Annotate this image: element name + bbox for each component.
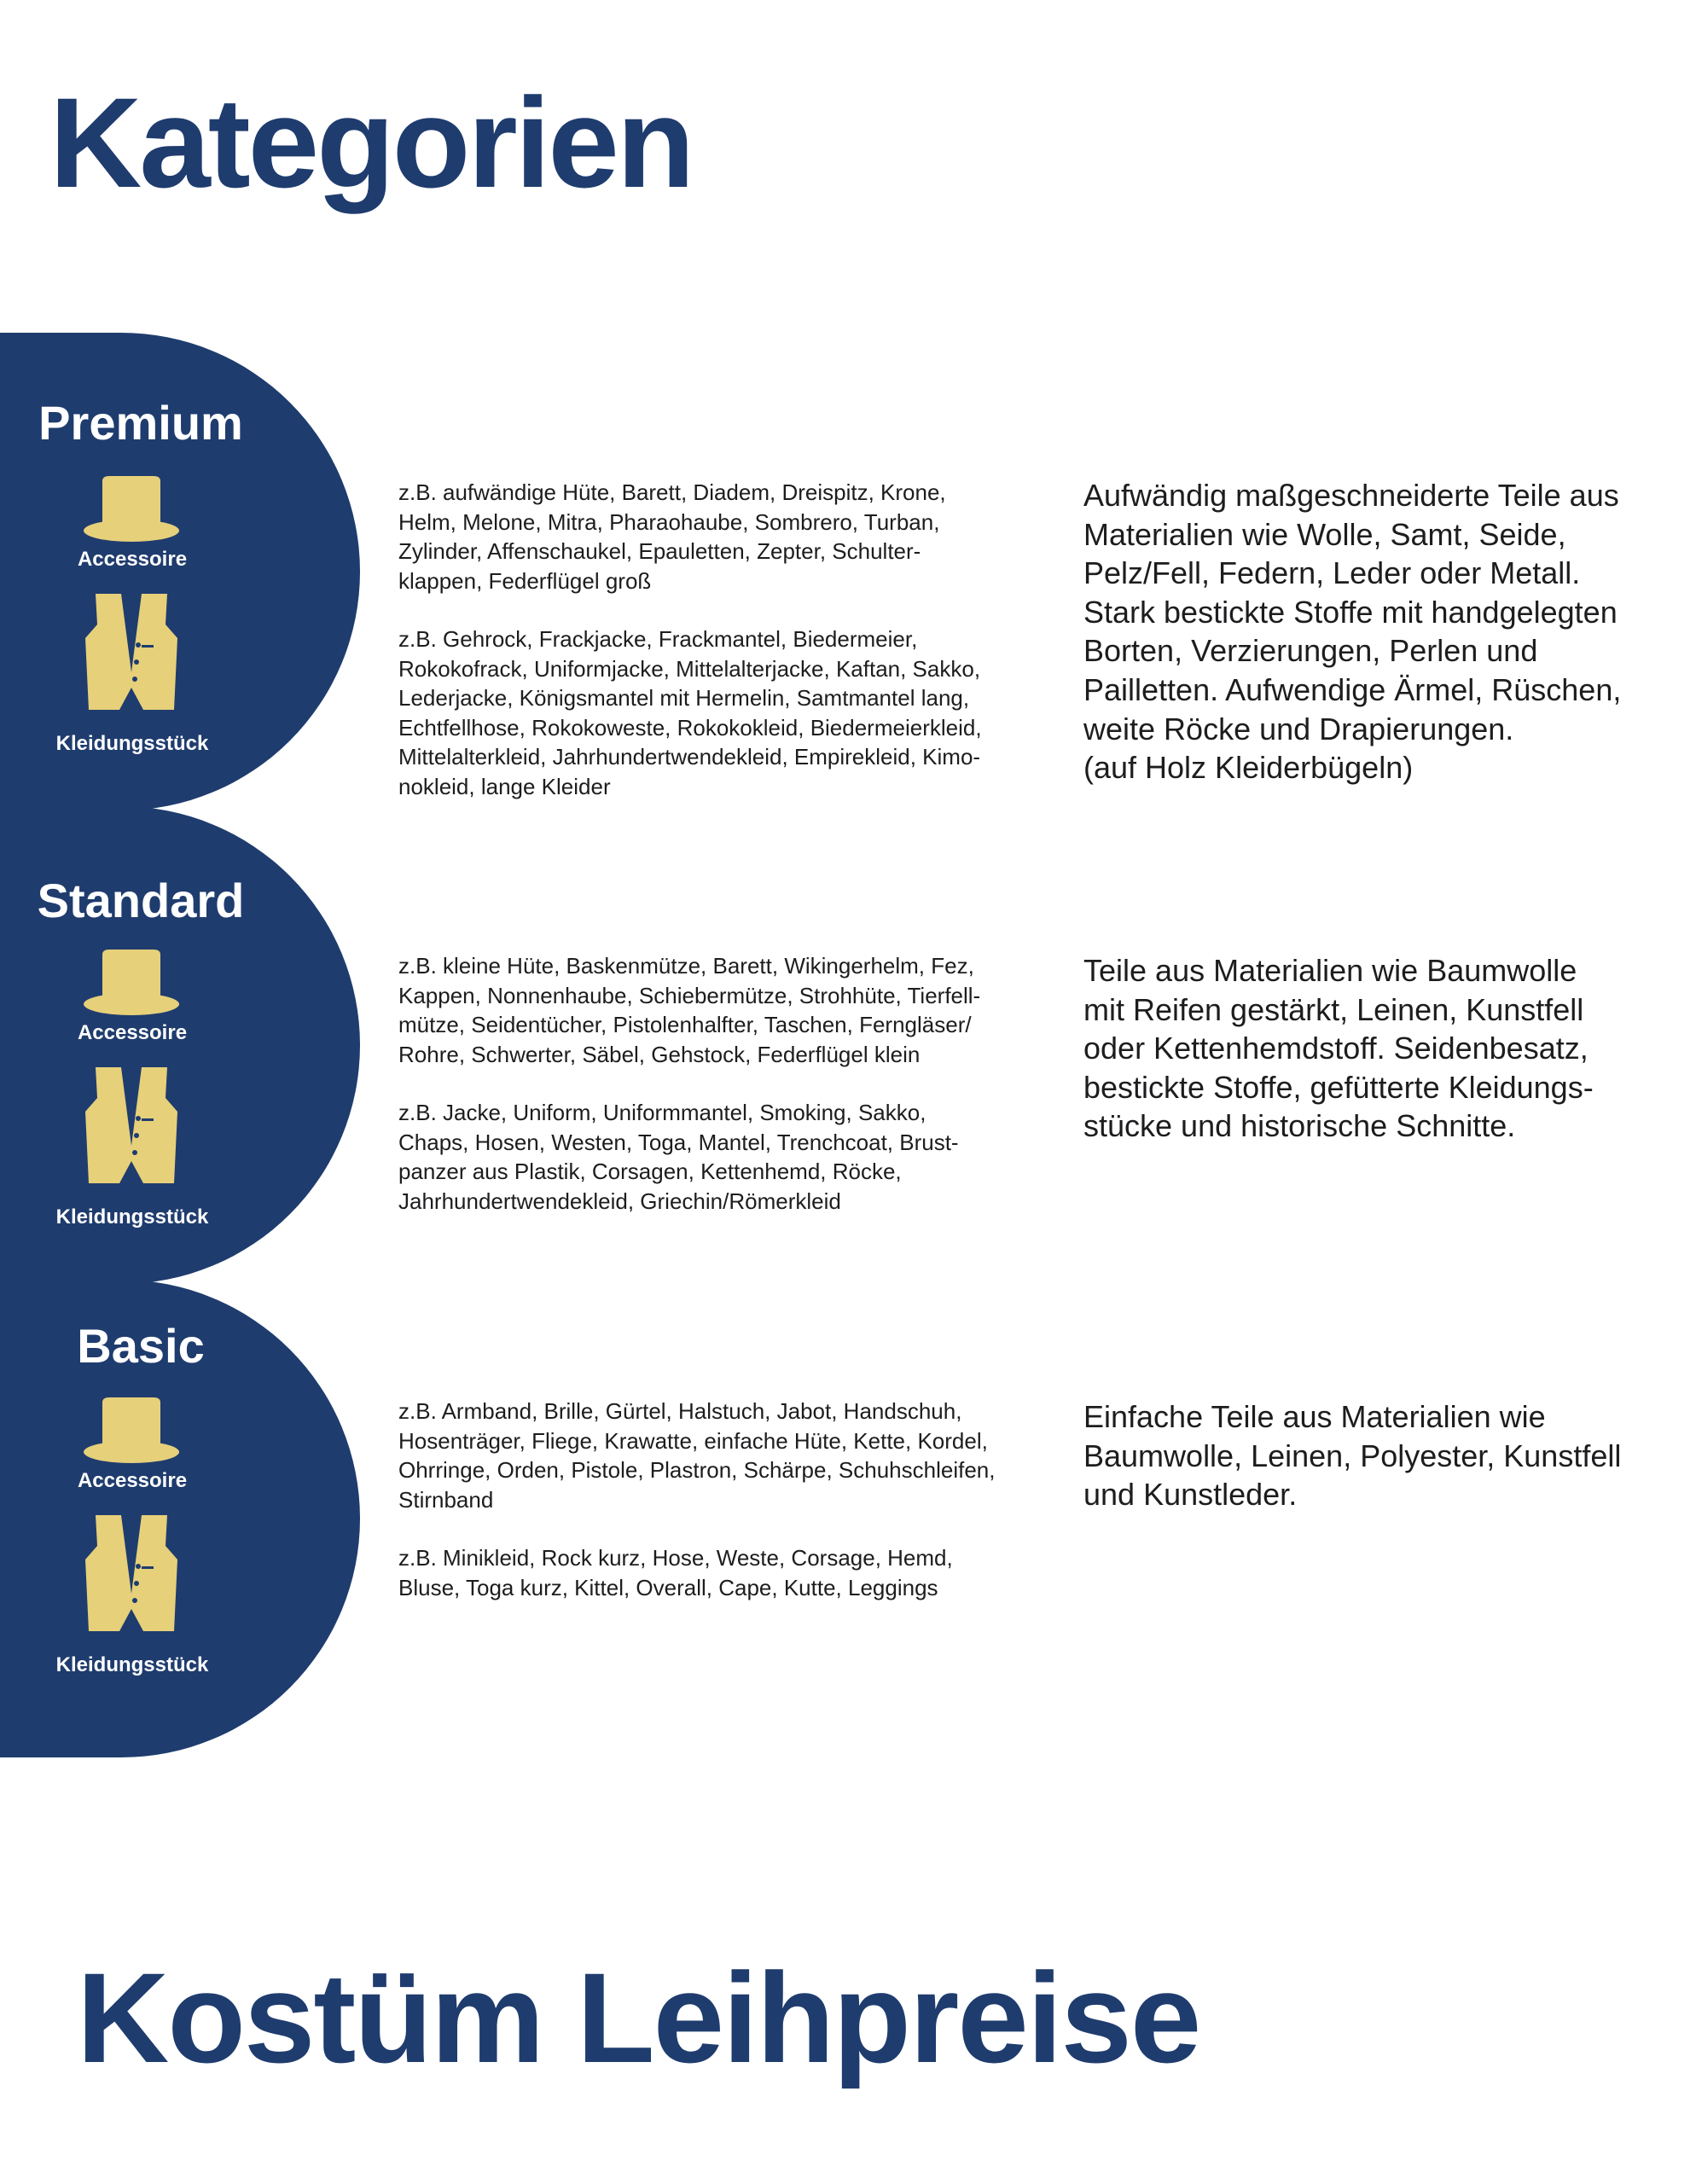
- accessoire-label: Accessoire: [77, 1021, 188, 1044]
- vest-icon: [85, 594, 177, 710]
- category-panel: [0, 1280, 360, 1757]
- top-hat-icon: [84, 950, 179, 1021]
- page-title: Kategorien: [49, 71, 693, 214]
- accessory-examples: z.B. aufwändige Hüte, Barett, Diadem, Dreispitz, Krone, Helm, Melone, Mitra, Pharaohaube, Sombrero, Turban, Zylinder, Affenschaukel, Epauletten, Zepter, Schulter- klappen, Federflügel groß: [398, 479, 946, 594]
- vest-icon: [85, 1067, 177, 1183]
- top-hat-icon: [84, 1397, 179, 1469]
- category-description: Aufwändig maßgeschneiderte Teile aus Materialien wie Wolle, Samt, Seide, Pelz/Fell, Federn, Leder oder Metall. Stark bestickte Stoffe mit handgelegten Borten, Verzierungen, Perlen und Pailletten. Aufwendige Ärmel, Rüschen, weite Röcke und Drapierungen. (auf Holz Kleiderbügeln): [1083, 478, 1622, 786]
- accessory-examples: z.B. Armband, Brille, Gürtel, Halstuch, Jabot, Handschuh, Hosenträger, Fliege, Krawatte, einfache Hüte, Kette, Kordel, Ohrringe, Orden, Pistole, Plastron, Schärpe, Schuhschleifen, Stirnband: [398, 1398, 996, 1513]
- category-examples: [398, 478, 1047, 801]
- kleidungsstueck-label: Kleidungsstück: [55, 1653, 209, 1676]
- category-name: Basic: [77, 1319, 205, 1373]
- garment-examples: z.B. Minikleid, Rock kurz, Hose, Weste, Corsage, Hemd, Bluse, Toga kurz, Kittel, Overall, Cape, Kutte, Leggings: [398, 1545, 953, 1600]
- accessoire-label: Accessoire: [77, 548, 188, 571]
- category-examples: [398, 951, 1047, 1216]
- category-panel: [0, 333, 360, 810]
- vest-icon: [85, 1515, 177, 1631]
- category-name: Premium: [38, 396, 243, 450]
- kleidungsstueck-label: Kleidungsstück: [55, 1205, 209, 1228]
- footer-title: Kostüm Leihpreise: [77, 1946, 1200, 2089]
- category-description: Einfache Teile aus Materialien wie Baumwolle, Leinen, Polyester, Kunstfell und Kunstleder.: [1083, 1399, 1622, 1513]
- top-hat-icon: [84, 476, 179, 548]
- kleidungsstueck-label: Kleidungsstück: [55, 732, 209, 755]
- category-examples: [398, 1397, 1047, 1602]
- category-panel: [0, 806, 360, 1284]
- garment-examples: z.B. Jacke, Uniform, Uniformmantel, Smoking, Sakko, Chaps, Hosen, Westen, Toga, Mantel, Trenchcoat, Brust- panzer aus Plastik, Corsagen, Kettenhemd, Röcke, Jahrhundertwendekleid, Griechin/Römerkleid: [398, 1100, 959, 1214]
- category-description: Teile aus Materialien wie Baumwolle mit Reifen gestärkt, Leinen, Kunstfell oder Kettenhemdstoff. Seidenbesatz, bestickte Stoffe, gefütterte Kleidungs- stücke und historische Schnitte.: [1083, 953, 1594, 1144]
- accessoire-label: Accessoire: [77, 1469, 188, 1492]
- garment-examples: z.B. Gehrock, Frackjacke, Frackmantel, Biedermeier, Rokokofrack, Uniformjacke, Mittelalterjacke, Kaftan, Sakko, Lederjacke, Königsmantel mit Hermelin, Samtmantel lang, Echtfellhose, Rokokoweste, Rokokokleid, Biedermeierkleid, Mittelalterkleid, Jahrhundertwendekleid, Empirekleid, Kimo- nokleid, lange Kleider: [398, 626, 982, 799]
- category-name: Standard: [37, 874, 245, 927]
- accessory-examples: z.B. kleine Hüte, Baskenmütze, Barett, Wikingerhelm, Fez, Kappen, Nonnenhaube, Schiebermütze, Strohhüte, Tierfell- mütze, Seidentücher, Pistolenhalfter, Taschen, Ferngläser/ Rohre, Schwerter, Säbel, Gehstock, Federflügel klein: [398, 953, 981, 1067]
